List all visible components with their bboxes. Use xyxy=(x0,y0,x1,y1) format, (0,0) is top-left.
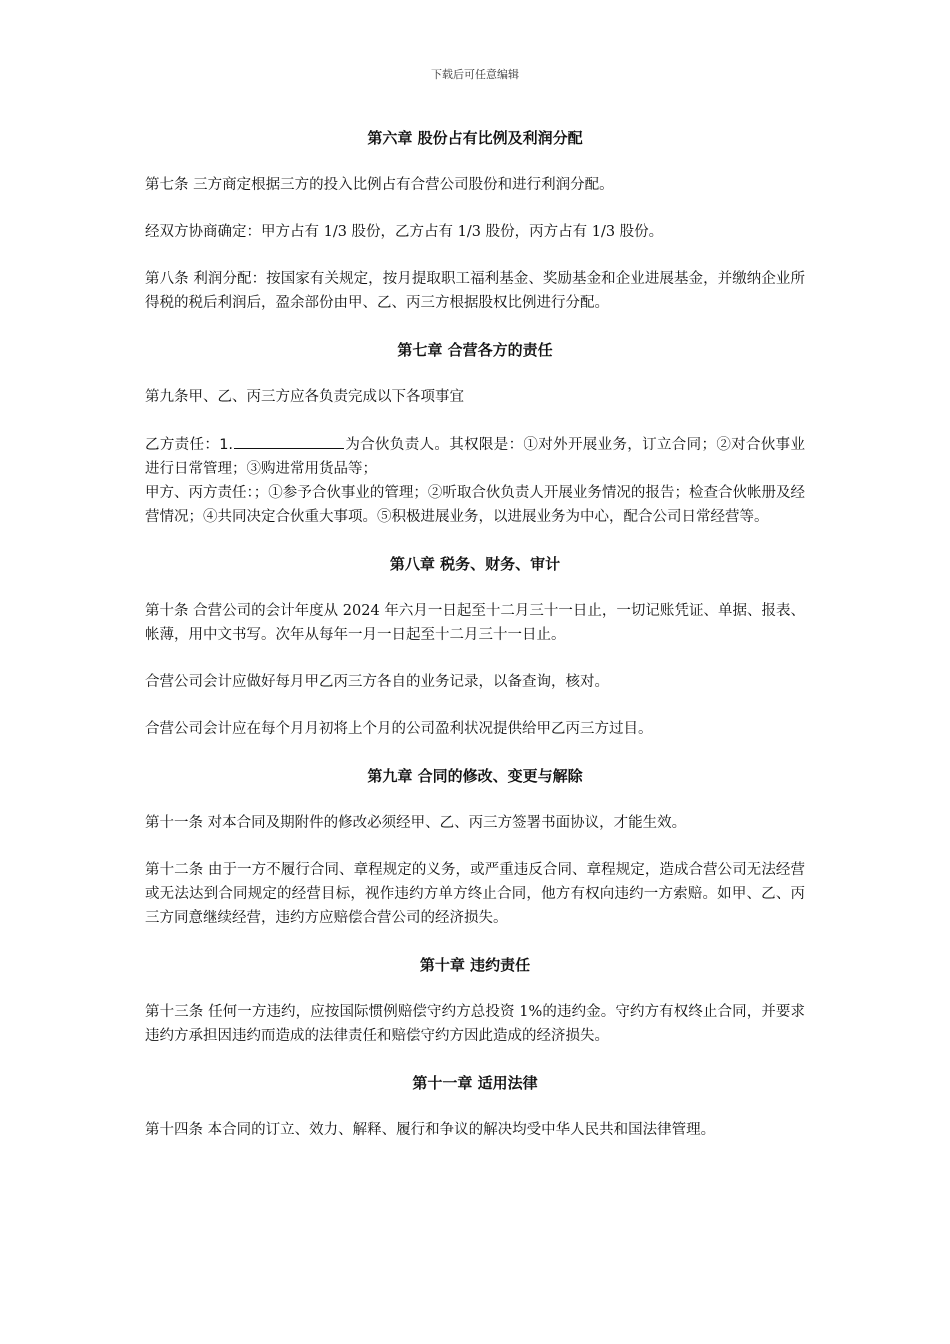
party-jia-bing-duties: 甲方、丙方责任：；①参予合伙事业的管理；②听取合伙负责人开展业务情况的报告；检查合伙帐册及经营情况；④共同决定合伙重大事项。⑤积极进展业务，以进展业务为中心，配合公司日常经营等。 xyxy=(145,485,805,525)
chapter-11-title: 第十一章 适用法律 xyxy=(412,1074,538,1092)
article-7: 第七条 三方商定根据三方的投入比例占有合营公司股份和进行利润分配。 xyxy=(145,177,614,193)
party-yi-prefix: 乙方责任： xyxy=(145,437,220,453)
article-13: 第十三条 任何一方违约，应按国际惯例赔偿守约方总投资 1%的违约金。守约方有权终止合同，并要求违约方承担因违约而造成的法律责任和赔偿守约方因此造成的经济损失。 xyxy=(145,1004,805,1044)
party-yi-number: 1. xyxy=(219,437,234,453)
article-14: 第十四条 本合同的订立、效力、解释、履行和争议的解决均受中华人民共和国法律管理。 xyxy=(145,1122,716,1138)
article-9: 第九条甲、乙、丙三方应各负责完成以下各项事宜 xyxy=(145,389,464,405)
article-8: 第八条 利润分配：按国家有关规定，按月提取职工福利基金、奖励基金和企业进展基金，并缴纳企业所得税的税后利润后，盈余部份由甲、乙、丙三方根据股权比例进行分配。 xyxy=(145,271,805,311)
share-ratio-paragraph: 经双方协商确定：甲方占有 1/3 股份，乙方占有 1/3 股份，丙方占有 1/3 股份。 xyxy=(145,224,664,240)
document-body xyxy=(145,126,805,1165)
party-yi-duties xyxy=(145,432,805,481)
accounting-paragraph-1: 合营公司会计应做好每月甲乙丙三方各自的业务记录，以备查询，核对。 xyxy=(145,674,609,690)
chapter-6-title: 第六章 股份占有比例及利润分配 xyxy=(367,129,583,147)
chapter-8-title: 第八章 税务、财务、审计 xyxy=(389,555,561,573)
blank-underline xyxy=(234,432,344,449)
chapter-7-title: 第七章 合营各方的责任 xyxy=(397,341,553,359)
chapter-10-title: 第十章 违约责任 xyxy=(419,956,531,974)
article-10: 第十条 合营公司的会计年度从 2024 年六月一日起至十二月三十一日止，一切记账凭证、单据、报表、帐薄，用中文书写。次年从每年一月一日起至十二月三十一日止。 xyxy=(145,603,805,643)
party-yi-text: 为合伙负责人。其权限是：①对外开展业务，订立合同；②对合伙事业进行日常管理；③购进常用货品等； xyxy=(145,437,806,477)
article-11: 第十一条 对本合同及期附件的修改必须经甲、乙、丙三方签署书面协议，才能生效。 xyxy=(145,815,687,831)
header-note: 下载后可任意编辑 xyxy=(431,68,519,81)
article-12: 第十二条 由于一方不履行合同、章程规定的义务，或严重违反合同、章程规定，造成合营公司无法经营或无法达到合同规定的经营目标，视作违约方单方终止合同，他方有权向违约一方索赔。如甲、乙、丙三方同意继续经营，违约方应赔偿合营公司的经济损失。 xyxy=(145,862,805,926)
accounting-paragraph-2: 合营公司会计应在每个月月初将上个月的公司盈利状况提供给甲乙丙三方过目。 xyxy=(145,721,653,737)
chapter-9-title: 第九章 合同的修改、变更与解除 xyxy=(367,767,583,785)
